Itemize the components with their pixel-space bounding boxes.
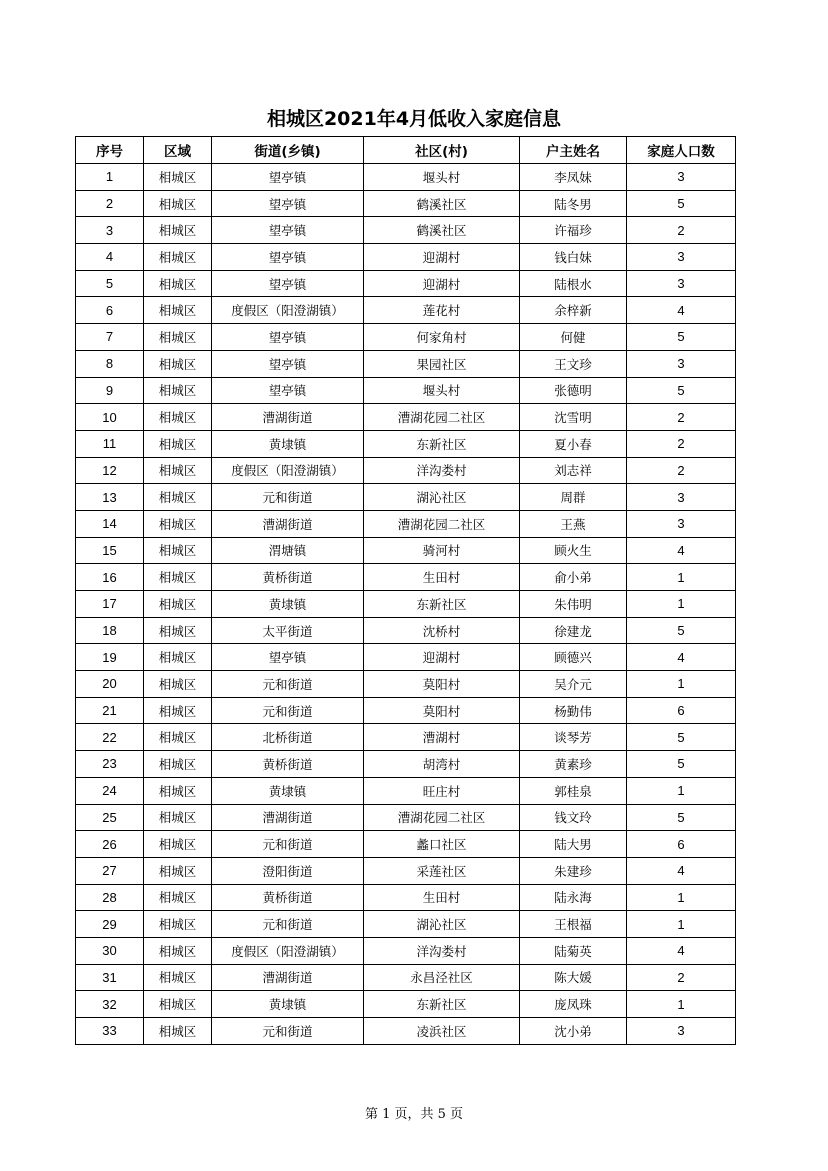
cell-householder: 王根福 <box>520 911 627 938</box>
cell-region: 相城区 <box>144 324 212 351</box>
cell-region: 相城区 <box>144 617 212 644</box>
cell-region: 相城区 <box>144 350 212 377</box>
cell-community: 生田村 <box>364 884 520 911</box>
cell-street: 黄埭镇 <box>212 591 364 618</box>
cell-community: 漕湖花园二社区 <box>364 804 520 831</box>
cell-household-size: 1 <box>627 884 736 911</box>
table-row <box>76 671 736 698</box>
cell-community: 堰头村 <box>364 377 520 404</box>
cell-household-size: 2 <box>627 404 736 431</box>
cell-household-size: 5 <box>627 751 736 778</box>
cell-region: 相城区 <box>144 404 212 431</box>
cell-householder: 何健 <box>520 324 627 351</box>
cell-region: 相城区 <box>144 991 212 1018</box>
cell-index: 3 <box>76 217 144 244</box>
cell-householder: 顾火生 <box>520 537 627 564</box>
cell-region: 相城区 <box>144 777 212 804</box>
column-header-street: 街道(乡镇) <box>212 137 364 164</box>
cell-household-size: 4 <box>627 857 736 884</box>
cell-community: 堰头村 <box>364 164 520 191</box>
cell-household-size: 2 <box>627 964 736 991</box>
cell-community: 莫阳村 <box>364 697 520 724</box>
cell-community: 东新社区 <box>364 430 520 457</box>
cell-householder: 夏小春 <box>520 430 627 457</box>
cell-index: 4 <box>76 244 144 271</box>
cell-street: 度假区（阳澄湖镇） <box>212 457 364 484</box>
cell-householder: 余梓新 <box>520 297 627 324</box>
cell-householder: 徐建龙 <box>520 617 627 644</box>
table-row <box>76 510 736 537</box>
page-number: 第 1 页，共 5 页 <box>364 1107 464 1122</box>
cell-household-size: 1 <box>627 591 736 618</box>
cell-community: 莫阳村 <box>364 671 520 698</box>
cell-householder: 黄素珍 <box>520 751 627 778</box>
cell-community: 永昌泾社区 <box>364 964 520 991</box>
cell-index: 26 <box>76 831 144 858</box>
cell-region: 相城区 <box>144 537 212 564</box>
cell-index: 10 <box>76 404 144 431</box>
cell-street: 元和街道 <box>212 671 364 698</box>
cell-household-size: 2 <box>627 457 736 484</box>
cell-community: 何家角村 <box>364 324 520 351</box>
cell-street: 漕湖街道 <box>212 964 364 991</box>
cell-street: 黄埭镇 <box>212 430 364 457</box>
cell-index: 31 <box>76 964 144 991</box>
table-row <box>76 644 736 671</box>
cell-household-size: 1 <box>627 777 736 804</box>
table-row <box>76 1018 736 1045</box>
cell-community: 迎湖村 <box>364 270 520 297</box>
cell-index: 25 <box>76 804 144 831</box>
cell-household-size: 1 <box>627 911 736 938</box>
table-row <box>76 724 736 751</box>
cell-householder: 顾德兴 <box>520 644 627 671</box>
cell-community: 沈桥村 <box>364 617 520 644</box>
cell-street: 度假区（阳澄湖镇） <box>212 937 364 964</box>
cell-street: 元和街道 <box>212 831 364 858</box>
cell-householder: 张德明 <box>520 377 627 404</box>
cell-region: 相城区 <box>144 831 212 858</box>
cell-householder: 吴介元 <box>520 671 627 698</box>
cell-community: 洋沟娄村 <box>364 457 520 484</box>
cell-household-size: 5 <box>627 324 736 351</box>
cell-index: 5 <box>76 270 144 297</box>
cell-index: 14 <box>76 510 144 537</box>
cell-region: 相城区 <box>144 724 212 751</box>
cell-community: 东新社区 <box>364 991 520 1018</box>
cell-street: 元和街道 <box>212 484 364 511</box>
column-header-index: 序号 <box>76 137 144 164</box>
cell-index: 33 <box>76 1018 144 1045</box>
table-row <box>76 377 736 404</box>
cell-street: 望亭镇 <box>212 377 364 404</box>
cell-community: 生田村 <box>364 564 520 591</box>
table-body <box>76 164 736 1045</box>
cell-community: 漕湖花园二社区 <box>364 510 520 537</box>
cell-region: 相城区 <box>144 937 212 964</box>
cell-index: 22 <box>76 724 144 751</box>
cell-street: 望亭镇 <box>212 217 364 244</box>
cell-householder: 谈琴芳 <box>520 724 627 751</box>
cell-householder: 陆永海 <box>520 884 627 911</box>
cell-community: 蠡口社区 <box>364 831 520 858</box>
cell-street: 北桥街道 <box>212 724 364 751</box>
table-row <box>76 937 736 964</box>
cell-street: 望亭镇 <box>212 644 364 671</box>
cell-street: 度假区（阳澄湖镇） <box>212 297 364 324</box>
cell-street: 澄阳街道 <box>212 857 364 884</box>
cell-street: 渭塘镇 <box>212 537 364 564</box>
table-row <box>76 884 736 911</box>
cell-street: 望亭镇 <box>212 164 364 191</box>
cell-street: 漕湖街道 <box>212 510 364 537</box>
cell-street: 黄桥街道 <box>212 564 364 591</box>
cell-region: 相城区 <box>144 857 212 884</box>
cell-householder: 俞小弟 <box>520 564 627 591</box>
cell-householder: 郭桂泉 <box>520 777 627 804</box>
table-row <box>76 591 736 618</box>
cell-householder: 陈大媛 <box>520 964 627 991</box>
cell-index: 20 <box>76 671 144 698</box>
cell-householder: 沈雪明 <box>520 404 627 431</box>
cell-street: 望亭镇 <box>212 244 364 271</box>
cell-community: 旺庄村 <box>364 777 520 804</box>
cell-community: 洋沟娄村 <box>364 937 520 964</box>
table-row <box>76 457 736 484</box>
cell-index: 11 <box>76 430 144 457</box>
cell-community: 湖沁社区 <box>364 911 520 938</box>
cell-street: 黄埭镇 <box>212 991 364 1018</box>
cell-region: 相城区 <box>144 884 212 911</box>
cell-householder: 陆大男 <box>520 831 627 858</box>
cell-region: 相城区 <box>144 591 212 618</box>
cell-community: 迎湖村 <box>364 644 520 671</box>
table-row <box>76 190 736 217</box>
column-header-household-size: 家庭人口数 <box>627 137 736 164</box>
table-row <box>76 324 736 351</box>
cell-household-size: 5 <box>627 804 736 831</box>
cell-index: 23 <box>76 751 144 778</box>
cell-region: 相城区 <box>144 697 212 724</box>
cell-region: 相城区 <box>144 564 212 591</box>
cell-index: 2 <box>76 190 144 217</box>
cell-community: 采莲社区 <box>364 857 520 884</box>
cell-region: 相城区 <box>144 190 212 217</box>
table-row <box>76 244 736 271</box>
cell-region: 相城区 <box>144 751 212 778</box>
table-row <box>76 804 736 831</box>
table-row <box>76 831 736 858</box>
table-row <box>76 350 736 377</box>
cell-street: 黄桥街道 <box>212 751 364 778</box>
cell-region: 相城区 <box>144 804 212 831</box>
cell-householder: 李凤妹 <box>520 164 627 191</box>
household-table <box>75 136 736 1045</box>
cell-region: 相城区 <box>144 484 212 511</box>
table-row <box>76 564 736 591</box>
cell-community: 果园社区 <box>364 350 520 377</box>
cell-index: 17 <box>76 591 144 618</box>
cell-community: 骑河村 <box>364 537 520 564</box>
cell-street: 漕湖街道 <box>212 404 364 431</box>
cell-household-size: 5 <box>627 724 736 751</box>
cell-householder: 许福珍 <box>520 217 627 244</box>
cell-region: 相城区 <box>144 377 212 404</box>
table-row <box>76 164 736 191</box>
cell-household-size: 1 <box>627 564 736 591</box>
cell-householder: 朱伟明 <box>520 591 627 618</box>
table-row <box>76 297 736 324</box>
cell-householder: 陆根水 <box>520 270 627 297</box>
cell-household-size: 2 <box>627 217 736 244</box>
cell-household-size: 5 <box>627 377 736 404</box>
cell-index: 7 <box>76 324 144 351</box>
cell-street: 元和街道 <box>212 911 364 938</box>
cell-householder: 杨勤伟 <box>520 697 627 724</box>
cell-street: 黄埭镇 <box>212 777 364 804</box>
cell-region: 相城区 <box>144 164 212 191</box>
table-header-row <box>76 137 736 164</box>
cell-index: 27 <box>76 857 144 884</box>
cell-index: 16 <box>76 564 144 591</box>
cell-region: 相城区 <box>144 297 212 324</box>
cell-community: 漕湖花园二社区 <box>364 404 520 431</box>
cell-household-size: 3 <box>627 164 736 191</box>
cell-street: 漕湖街道 <box>212 804 364 831</box>
table-row <box>76 964 736 991</box>
cell-householder: 王燕 <box>520 510 627 537</box>
cell-index: 8 <box>76 350 144 377</box>
cell-householder: 沈小弟 <box>520 1018 627 1045</box>
table-row <box>76 270 736 297</box>
column-header-community: 社区(村) <box>364 137 520 164</box>
cell-region: 相城区 <box>144 244 212 271</box>
cell-household-size: 1 <box>627 671 736 698</box>
cell-region: 相城区 <box>144 1018 212 1045</box>
table-row <box>76 911 736 938</box>
cell-street: 黄桥街道 <box>212 884 364 911</box>
cell-householder: 陆菊英 <box>520 937 627 964</box>
cell-household-size: 3 <box>627 350 736 377</box>
cell-household-size: 4 <box>627 297 736 324</box>
table-row <box>76 991 736 1018</box>
cell-householder: 钱白妹 <box>520 244 627 271</box>
cell-household-size: 3 <box>627 484 736 511</box>
cell-index: 9 <box>76 377 144 404</box>
cell-household-size: 3 <box>627 510 736 537</box>
cell-community: 胡湾村 <box>364 751 520 778</box>
cell-region: 相城区 <box>144 457 212 484</box>
cell-household-size: 2 <box>627 430 736 457</box>
cell-street: 望亭镇 <box>212 270 364 297</box>
cell-street: 望亭镇 <box>212 324 364 351</box>
cell-region: 相城区 <box>144 964 212 991</box>
cell-index: 18 <box>76 617 144 644</box>
cell-region: 相城区 <box>144 671 212 698</box>
cell-index: 6 <box>76 297 144 324</box>
cell-region: 相城区 <box>144 644 212 671</box>
cell-street: 望亭镇 <box>212 350 364 377</box>
table-row <box>76 857 736 884</box>
cell-household-size: 3 <box>627 244 736 271</box>
cell-street: 太平街道 <box>212 617 364 644</box>
cell-index: 28 <box>76 884 144 911</box>
cell-community: 鹤溪社区 <box>364 217 520 244</box>
cell-region: 相城区 <box>144 430 212 457</box>
cell-community: 凌浜社区 <box>364 1018 520 1045</box>
cell-street: 元和街道 <box>212 697 364 724</box>
table-row <box>76 777 736 804</box>
cell-street: 望亭镇 <box>212 190 364 217</box>
column-header-region: 区域 <box>144 137 212 164</box>
page-title: 相城区2021年4月低收入家庭信息 <box>266 108 562 130</box>
cell-index: 13 <box>76 484 144 511</box>
cell-household-size: 5 <box>627 617 736 644</box>
cell-community: 迎湖村 <box>364 244 520 271</box>
cell-household-size: 4 <box>627 937 736 964</box>
cell-household-size: 3 <box>627 1018 736 1045</box>
cell-householder: 王文珍 <box>520 350 627 377</box>
cell-index: 30 <box>76 937 144 964</box>
table-row <box>76 617 736 644</box>
cell-householder: 钱文玲 <box>520 804 627 831</box>
cell-region: 相城区 <box>144 911 212 938</box>
cell-index: 24 <box>76 777 144 804</box>
cell-household-size: 4 <box>627 537 736 564</box>
cell-household-size: 6 <box>627 831 736 858</box>
cell-index: 15 <box>76 537 144 564</box>
cell-community: 莲花村 <box>364 297 520 324</box>
table-row <box>76 697 736 724</box>
table-row <box>76 404 736 431</box>
cell-household-size: 6 <box>627 697 736 724</box>
cell-street: 元和街道 <box>212 1018 364 1045</box>
cell-index: 29 <box>76 911 144 938</box>
cell-householder: 刘志祥 <box>520 457 627 484</box>
cell-community: 湖沁社区 <box>364 484 520 511</box>
cell-household-size: 5 <box>627 190 736 217</box>
cell-community: 东新社区 <box>364 591 520 618</box>
table-row <box>76 217 736 244</box>
cell-region: 相城区 <box>144 270 212 297</box>
table-row <box>76 537 736 564</box>
cell-household-size: 4 <box>627 644 736 671</box>
cell-household-size: 3 <box>627 270 736 297</box>
cell-householder: 朱建珍 <box>520 857 627 884</box>
cell-community: 鹤溪社区 <box>364 190 520 217</box>
cell-region: 相城区 <box>144 217 212 244</box>
cell-community: 漕湖村 <box>364 724 520 751</box>
cell-index: 1 <box>76 164 144 191</box>
table-row <box>76 751 736 778</box>
column-header-householder: 户主姓名 <box>520 137 627 164</box>
cell-index: 19 <box>76 644 144 671</box>
cell-index: 12 <box>76 457 144 484</box>
table-row <box>76 430 736 457</box>
cell-region: 相城区 <box>144 510 212 537</box>
table-row <box>76 484 736 511</box>
cell-householder: 周群 <box>520 484 627 511</box>
cell-index: 21 <box>76 697 144 724</box>
cell-household-size: 1 <box>627 991 736 1018</box>
cell-index: 32 <box>76 991 144 1018</box>
cell-householder: 陆冬男 <box>520 190 627 217</box>
cell-householder: 庞凤珠 <box>520 991 627 1018</box>
